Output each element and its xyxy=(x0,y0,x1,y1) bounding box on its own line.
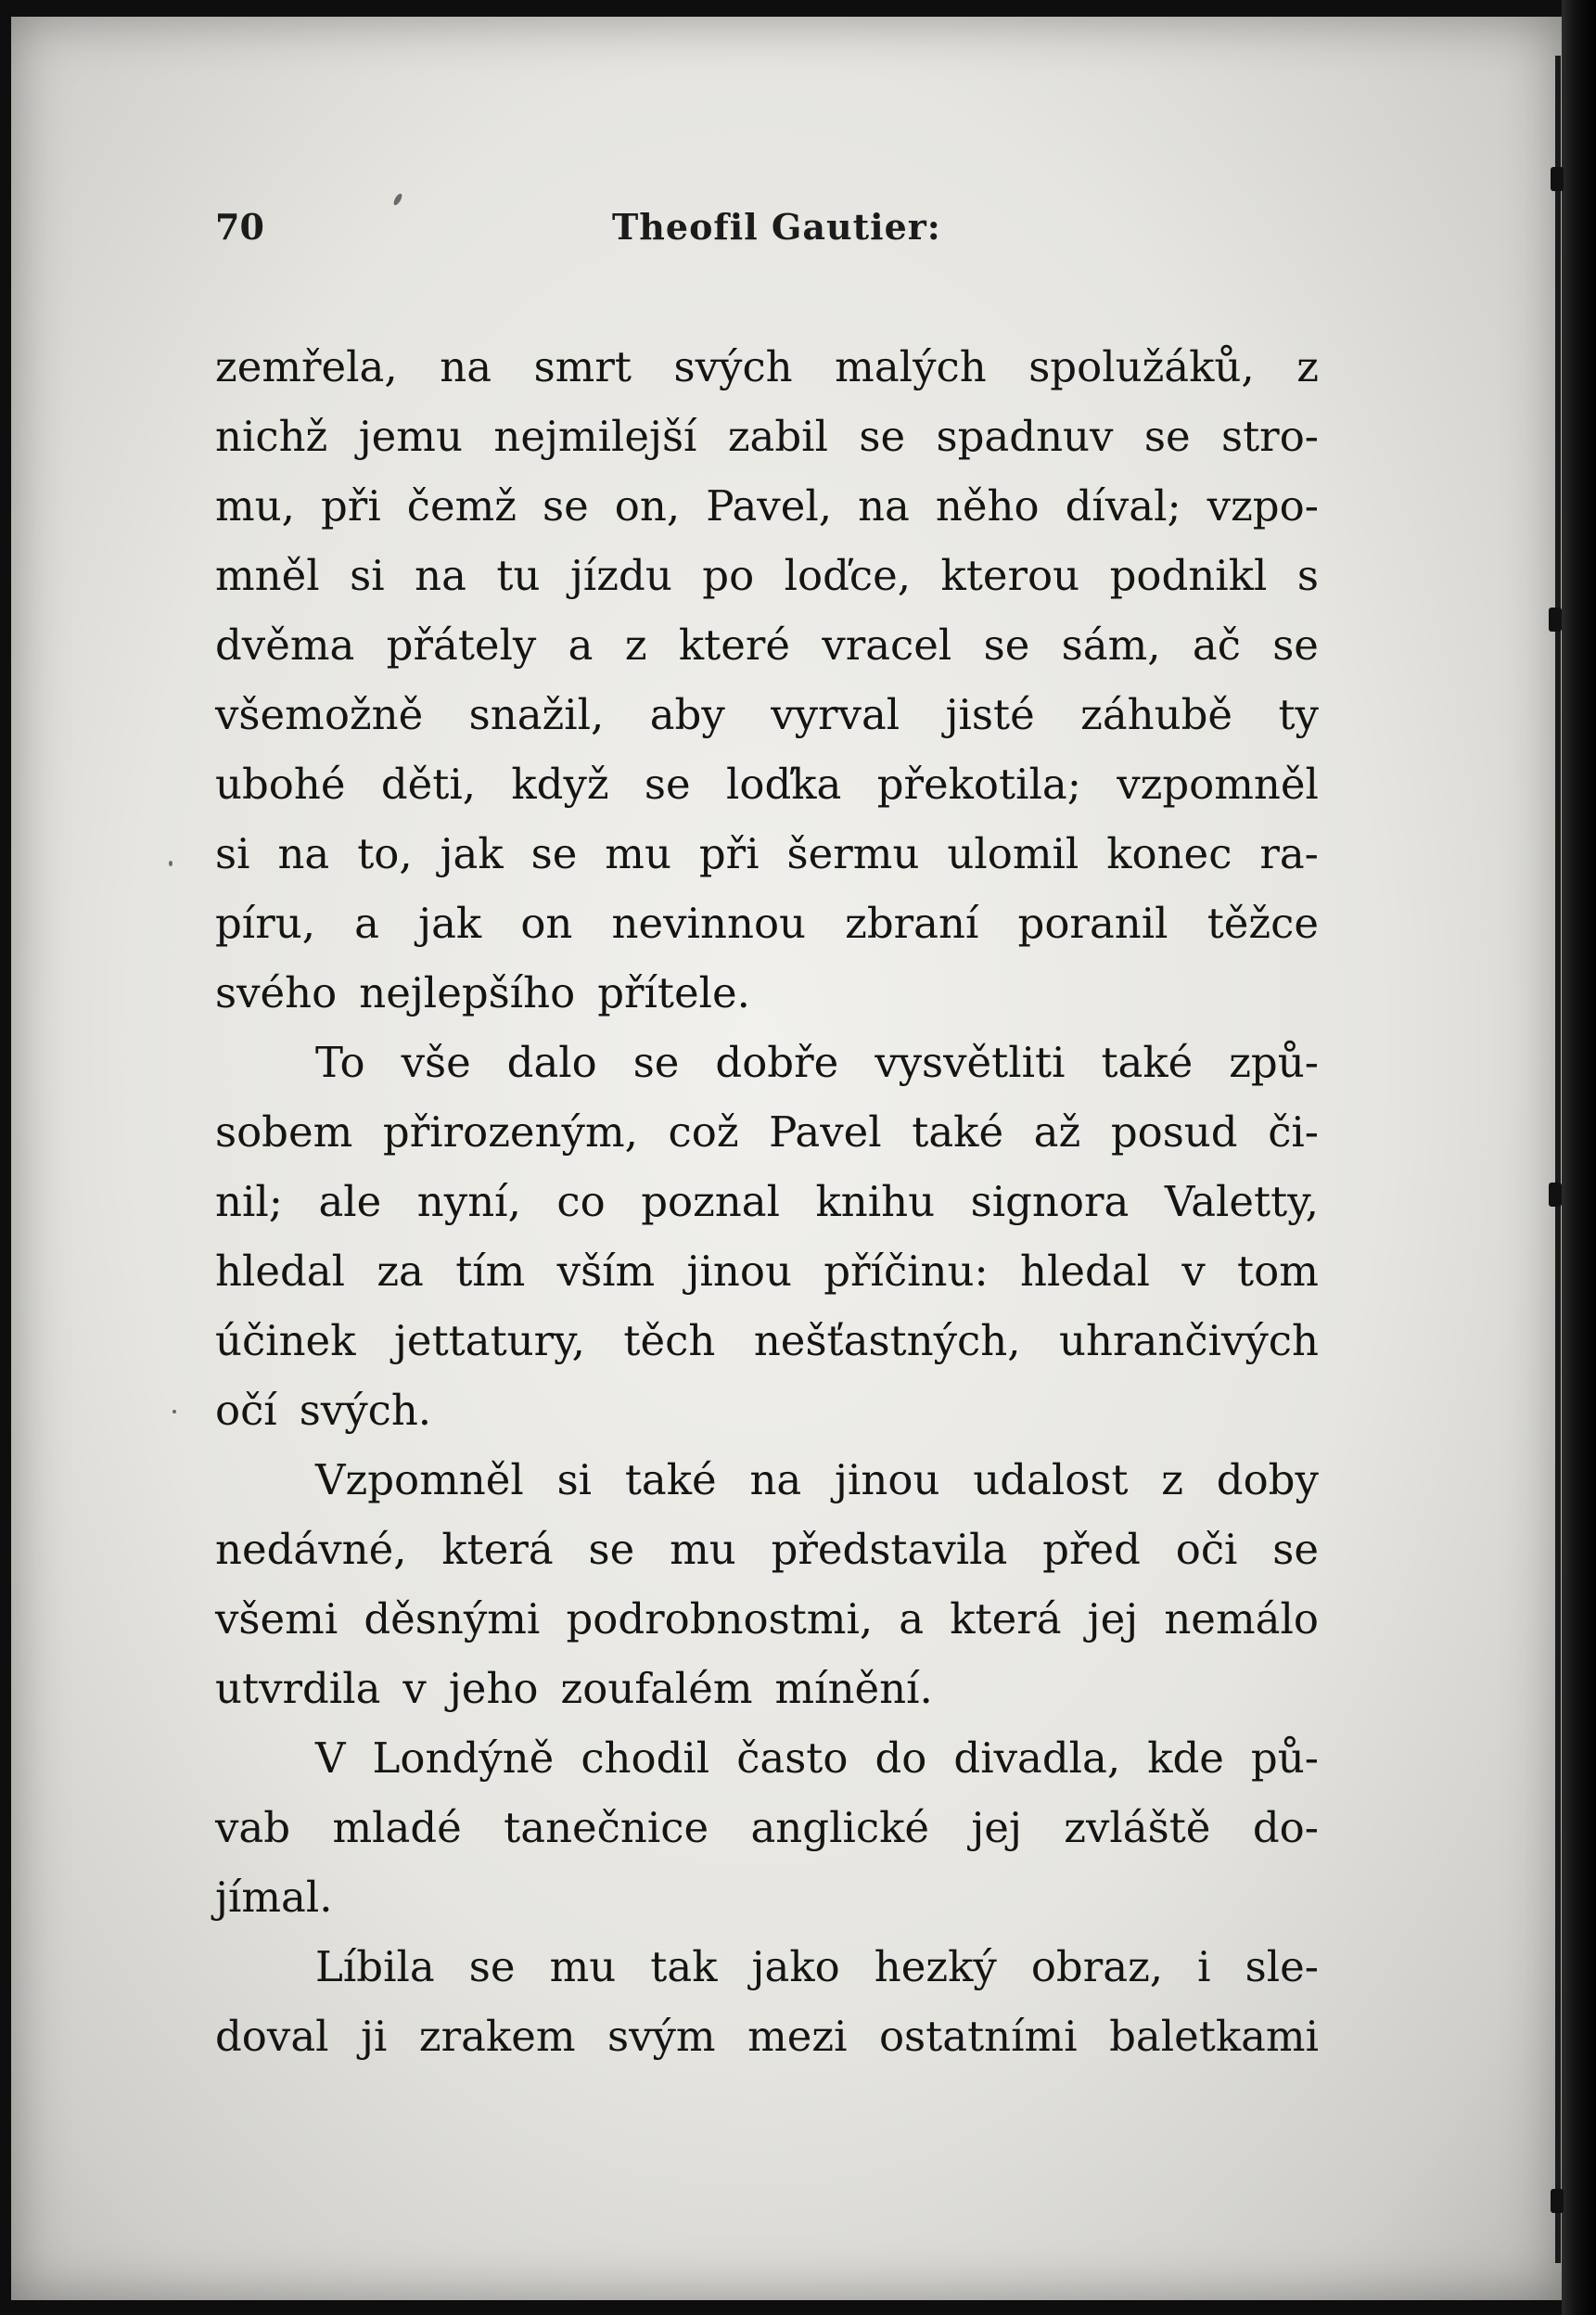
word: podnikl xyxy=(1109,551,1268,600)
word: spolužáků, xyxy=(1028,342,1255,391)
text-line xyxy=(215,889,1319,958)
word: kterou xyxy=(940,551,1080,600)
word: vzpo- xyxy=(1207,481,1319,531)
word: přirozeným, xyxy=(382,1107,638,1157)
page-number: 70 xyxy=(215,206,264,248)
running-head xyxy=(0,206,1596,262)
word: nejmilejší xyxy=(493,412,697,461)
word: při xyxy=(321,481,381,531)
word: všemi xyxy=(215,1594,338,1644)
word: na xyxy=(415,551,466,600)
word: a xyxy=(354,899,379,948)
book-gutter xyxy=(1562,0,1596,2315)
word: vším xyxy=(556,1247,656,1296)
word: se xyxy=(644,760,691,809)
word: se xyxy=(588,1525,635,1574)
word: na xyxy=(858,481,910,531)
word: šermu xyxy=(786,829,920,878)
binding-mark xyxy=(1551,2189,1564,2213)
text-line xyxy=(215,1793,1319,1862)
running-title: Theofil Gautier: xyxy=(612,206,941,248)
word: představila xyxy=(771,1525,1008,1574)
word: způ- xyxy=(1229,1038,1319,1087)
word: z xyxy=(624,620,647,670)
word: ale xyxy=(318,1177,382,1226)
word: loďka xyxy=(725,760,842,809)
word: stro- xyxy=(1221,412,1319,461)
word: mezi xyxy=(747,2012,848,2061)
word: mu xyxy=(549,1942,617,1991)
word: děsnými xyxy=(364,1594,541,1644)
text-line xyxy=(215,1445,1319,1515)
word: dobře xyxy=(715,1038,839,1087)
word: která xyxy=(950,1594,1062,1644)
word: jisté xyxy=(945,690,1035,739)
word: Londýně xyxy=(372,1733,555,1783)
word: tím xyxy=(455,1247,526,1296)
word: si xyxy=(350,551,385,600)
ink-speck xyxy=(172,1410,176,1413)
word: vysvětliti xyxy=(875,1038,1066,1087)
word: do- xyxy=(1252,1803,1319,1852)
word: očí xyxy=(215,1386,277,1435)
word: si xyxy=(215,829,250,878)
word: kde xyxy=(1147,1733,1224,1783)
word: sle- xyxy=(1245,1942,1319,1991)
word: jízdu xyxy=(569,551,672,600)
text-line xyxy=(215,541,1319,610)
word: spadnuv xyxy=(936,412,1114,461)
word: při xyxy=(698,829,760,878)
text-line xyxy=(215,680,1319,749)
text-line xyxy=(215,749,1319,819)
word: obraz, xyxy=(1030,1942,1164,1991)
word: dalo xyxy=(506,1038,597,1087)
word: uhrančivých xyxy=(1059,1316,1319,1365)
word: hezký xyxy=(874,1942,997,1991)
word: jeho xyxy=(448,1664,539,1713)
word: záhubě xyxy=(1080,690,1233,739)
word: udalost xyxy=(973,1455,1129,1504)
word: před xyxy=(1042,1525,1141,1574)
word: se xyxy=(859,412,906,461)
word: posud xyxy=(1110,1107,1238,1157)
text-line xyxy=(215,958,1319,1028)
word: snažil, xyxy=(468,690,605,739)
text-line xyxy=(215,471,1319,541)
word: nichž xyxy=(215,412,328,461)
word: se xyxy=(1272,1525,1319,1574)
word: Valetty, xyxy=(1164,1177,1319,1226)
text-line xyxy=(215,1515,1319,1584)
word: knihu xyxy=(815,1177,936,1226)
word: se xyxy=(543,481,589,531)
word: vzpomněl xyxy=(1117,760,1319,809)
word: sám, xyxy=(1061,620,1161,670)
word: mínění. xyxy=(774,1664,933,1713)
word: loďce, xyxy=(784,551,912,600)
word: nevinnou xyxy=(611,899,807,948)
word: se xyxy=(530,829,578,878)
word: doby xyxy=(1216,1455,1319,1504)
word: tak xyxy=(650,1942,718,1991)
binding-edge xyxy=(1555,56,1561,2263)
word: ač xyxy=(1192,620,1241,670)
word: to, xyxy=(357,829,413,878)
text-line xyxy=(215,1097,1319,1167)
word: aby xyxy=(649,690,725,739)
word: zbraní xyxy=(845,899,979,948)
word: se xyxy=(983,620,1030,670)
word: svým xyxy=(606,2012,716,2061)
word: divadla, xyxy=(953,1733,1121,1783)
word: jako xyxy=(751,1942,840,1991)
text-line xyxy=(215,1723,1319,1793)
word: mněl xyxy=(215,551,320,600)
word: jímal. xyxy=(215,1873,333,1922)
text-line xyxy=(215,819,1319,889)
word: Pavel, xyxy=(706,481,833,531)
word: ostatními xyxy=(878,2012,1078,2061)
word: ji xyxy=(361,2012,388,2061)
word: do xyxy=(875,1733,927,1783)
word: píru, xyxy=(215,899,315,948)
word: nemálo xyxy=(1164,1594,1319,1644)
word: hledal xyxy=(215,1247,346,1296)
word: přítele. xyxy=(597,968,750,1017)
word: či- xyxy=(1268,1107,1319,1157)
word: hledal xyxy=(1019,1247,1151,1296)
word: svého xyxy=(215,968,338,1017)
word: příčinu: xyxy=(824,1247,989,1296)
word: se xyxy=(468,1942,516,1991)
word: děti, xyxy=(380,760,477,809)
word: Vzpomněl xyxy=(315,1455,524,1504)
binding-mark xyxy=(1551,167,1564,191)
word: svých xyxy=(673,342,793,391)
word: svých. xyxy=(299,1386,432,1435)
text-line xyxy=(215,610,1319,680)
word: na xyxy=(440,342,492,391)
word: také xyxy=(624,1455,717,1504)
word: něho xyxy=(935,481,1040,531)
text-line xyxy=(215,1375,1319,1445)
text-line xyxy=(215,1236,1319,1306)
word: všemožně xyxy=(215,690,424,739)
word: těžce xyxy=(1207,899,1319,948)
word: jak xyxy=(418,899,482,948)
word: která xyxy=(441,1525,554,1574)
word: malých xyxy=(835,342,987,391)
word: díval; xyxy=(1065,481,1181,531)
text-line xyxy=(215,2002,1319,2071)
word: čemž xyxy=(406,481,517,531)
word: vracel xyxy=(822,620,952,670)
word: nyní, xyxy=(416,1177,521,1226)
word: zabil xyxy=(727,412,828,461)
word: přátely xyxy=(386,620,537,670)
word: také xyxy=(912,1107,1004,1157)
word: a xyxy=(568,620,594,670)
word: jej xyxy=(971,1803,1022,1852)
word: mu xyxy=(605,829,671,878)
word: účinek xyxy=(215,1316,356,1365)
text-line xyxy=(215,332,1319,402)
word: vše xyxy=(401,1038,471,1087)
word: utvrdila xyxy=(215,1664,381,1713)
word: s xyxy=(1296,551,1319,600)
word: ty xyxy=(1278,690,1319,739)
word: ubohé xyxy=(215,760,346,809)
word: mu xyxy=(670,1525,736,1574)
text-line xyxy=(215,1306,1319,1375)
word: se xyxy=(1272,620,1319,670)
word: oči xyxy=(1175,1525,1238,1574)
word: vab xyxy=(215,1803,291,1852)
word: tu xyxy=(496,551,541,600)
word: zvláště xyxy=(1064,1803,1211,1852)
word: To xyxy=(315,1038,365,1087)
word: signora xyxy=(970,1177,1130,1226)
word: konec xyxy=(1106,829,1232,878)
ink-speck xyxy=(169,861,172,866)
word: z xyxy=(1161,1455,1183,1504)
text-line xyxy=(215,1862,1319,1932)
word: v xyxy=(1181,1247,1206,1296)
word: ulomil xyxy=(947,829,1079,878)
word: i xyxy=(1197,1942,1211,1991)
word: jettatury, xyxy=(393,1316,585,1365)
word: poranil xyxy=(1017,899,1168,948)
word: které xyxy=(678,620,790,670)
text-line xyxy=(215,1167,1319,1236)
word: on xyxy=(520,899,573,948)
word: podrobnostmi, xyxy=(566,1594,874,1644)
word: se xyxy=(1143,412,1191,461)
word: dvěma xyxy=(215,620,355,670)
word: sobem xyxy=(215,1107,353,1157)
word: co xyxy=(556,1177,606,1226)
word: se xyxy=(632,1038,680,1087)
word: si xyxy=(556,1455,593,1504)
word: anglické xyxy=(750,1803,929,1852)
binding-mark xyxy=(1549,1183,1562,1207)
text-line xyxy=(215,1654,1319,1723)
word: a xyxy=(899,1594,925,1644)
word: což xyxy=(668,1107,739,1157)
word: mladé xyxy=(332,1803,462,1852)
word: když xyxy=(511,760,609,809)
word: pů- xyxy=(1250,1733,1319,1783)
word: mu, xyxy=(215,481,295,531)
word: nejlepšího xyxy=(359,968,576,1017)
word: překotila; xyxy=(876,760,1081,809)
text-line xyxy=(215,1028,1319,1097)
word: zemřela, xyxy=(215,342,398,391)
word: jej xyxy=(1087,1594,1139,1644)
word: zrakem xyxy=(418,2012,576,2061)
word: po xyxy=(702,551,755,600)
word: v xyxy=(402,1664,427,1713)
word: baletkami xyxy=(1109,2012,1319,2061)
word: také xyxy=(1101,1038,1194,1087)
word: tanečnice xyxy=(504,1803,709,1852)
word: na xyxy=(749,1455,802,1504)
word: těch xyxy=(623,1316,716,1365)
word: zoufalém xyxy=(560,1664,753,1713)
text-line xyxy=(215,1932,1319,2002)
word: tom xyxy=(1237,1247,1319,1296)
word: za xyxy=(377,1247,424,1296)
word: z xyxy=(1296,342,1319,391)
word: často xyxy=(736,1733,849,1783)
word: Pavel xyxy=(769,1107,882,1157)
binding-mark xyxy=(1549,608,1562,632)
word: až xyxy=(1033,1107,1081,1157)
word: poznal xyxy=(641,1177,780,1226)
word: jak xyxy=(440,829,504,878)
word: jinou xyxy=(835,1455,940,1504)
word: on, xyxy=(614,481,681,531)
word: smrt xyxy=(533,342,632,391)
text-line xyxy=(215,1584,1319,1654)
word: jemu xyxy=(358,412,463,461)
text-line xyxy=(215,402,1319,471)
word: chodil xyxy=(581,1733,710,1783)
word: nešťastných, xyxy=(753,1316,1021,1365)
word: doval xyxy=(215,2012,329,2061)
word: nedávné, xyxy=(215,1525,407,1574)
word: nil; xyxy=(215,1177,283,1226)
body-text xyxy=(215,332,1319,2071)
word: Líbila xyxy=(315,1942,435,1991)
word: V xyxy=(315,1733,346,1783)
word: ra- xyxy=(1259,829,1319,878)
word: vyrval xyxy=(771,690,900,739)
word: na xyxy=(277,829,330,878)
word: jinou xyxy=(686,1247,792,1296)
